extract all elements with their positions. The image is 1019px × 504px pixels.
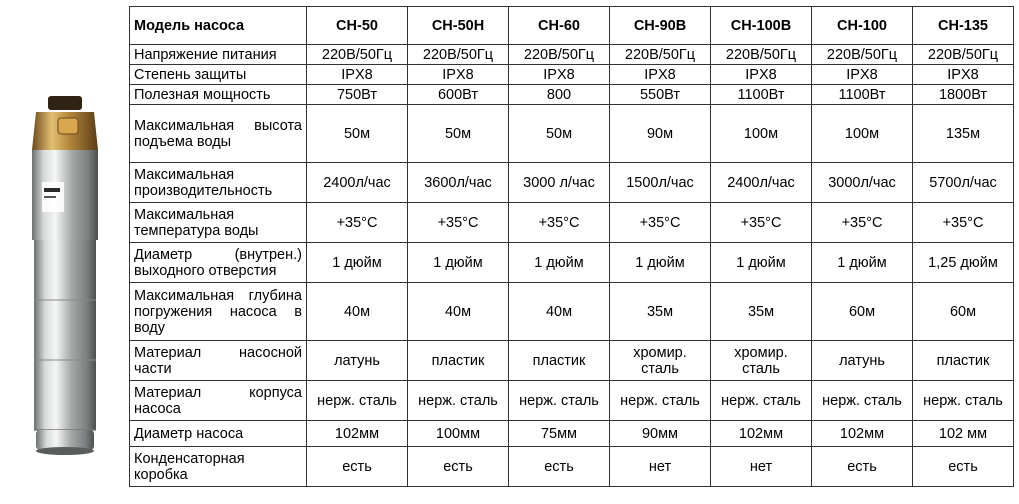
table-cell: 50м (408, 105, 509, 163)
row-label: Степень защиты (130, 65, 307, 85)
table-cell: +35°С (711, 203, 812, 243)
table-cell: 1800Вт (913, 85, 1014, 105)
table-cell: 3000 л/час (509, 163, 610, 203)
table-cell: 1 дюйм (408, 243, 509, 283)
table-cell: 1 дюйм (711, 243, 812, 283)
table-cell: 750Вт (307, 85, 408, 105)
table-cell: латунь (812, 341, 913, 381)
table-cell: 2400л/час (307, 163, 408, 203)
table-cell: 40м (509, 283, 610, 341)
table-cell: 50м (307, 105, 408, 163)
table-cell: 220В/50Гц (812, 45, 913, 65)
table-cell: 1500л/час (610, 163, 711, 203)
table-cell: 3000л/час (812, 163, 913, 203)
table-cell: +35°С (610, 203, 711, 243)
table-cell: нерж. сталь (509, 381, 610, 421)
table-cell: 75мм (509, 421, 610, 447)
table-cell: 220В/50Гц (408, 45, 509, 65)
table-cell: 1100Вт (711, 85, 812, 105)
column-header: CH-90B (610, 7, 711, 45)
row-label: Полезная мощность (130, 85, 307, 105)
table-cell: +35°С (509, 203, 610, 243)
row-label: Максимальная производительность (130, 163, 307, 203)
table-cell: 3600л/час (408, 163, 509, 203)
table-cell: пластик (913, 341, 1014, 381)
table-cell: пластик (509, 341, 610, 381)
table-header-row (130, 7, 1014, 45)
table-cell: 5700л/час (913, 163, 1014, 203)
table-cell: 1 дюйм (610, 243, 711, 283)
table-row (130, 243, 1014, 283)
table-cell: хромир. сталь (610, 341, 711, 381)
table-cell: 1100Вт (812, 85, 913, 105)
table-cell: 102мм (307, 421, 408, 447)
table-cell: 220В/50Гц (913, 45, 1014, 65)
table-cell: есть (307, 447, 408, 487)
table-row (130, 283, 1014, 341)
table-row (130, 105, 1014, 163)
row-label: Напряжение питания (130, 45, 307, 65)
table-cell: 600Вт (408, 85, 509, 105)
table-cell: 1,25 дюйм (913, 243, 1014, 283)
pump-icon (8, 0, 128, 504)
table-cell: латунь (307, 341, 408, 381)
table-cell: хромир. сталь (711, 341, 812, 381)
table-cell: 40м (408, 283, 509, 341)
table-cell: 1 дюйм (307, 243, 408, 283)
row-label: Максимальная высота подъема воды (130, 105, 307, 163)
table-row (130, 203, 1014, 243)
table-row (130, 381, 1014, 421)
table-cell: 1 дюйм (812, 243, 913, 283)
table-cell: 1 дюйм (509, 243, 610, 283)
table-cell: нерж. сталь (408, 381, 509, 421)
row-label: Диаметр (внутрен.) выходного отверстия (130, 243, 307, 283)
table-cell: 220В/50Гц (711, 45, 812, 65)
table-row (130, 421, 1014, 447)
column-header: Модель насоса (130, 7, 307, 45)
table-cell: 60м (913, 283, 1014, 341)
column-header: CH-50 (307, 7, 408, 45)
table-cell: нерж. сталь (711, 381, 812, 421)
table-cell: 102 мм (913, 421, 1014, 447)
table-cell: нерж. сталь (610, 381, 711, 421)
table-cell: IPX8 (711, 65, 812, 85)
table-cell: 90мм (610, 421, 711, 447)
table-row (130, 45, 1014, 65)
table-cell: 2400л/час (711, 163, 812, 203)
table-cell: 220В/50Гц (610, 45, 711, 65)
table-row (130, 447, 1014, 487)
row-label: Конденсаторная коробка (130, 447, 307, 487)
table-cell: 100м (711, 105, 812, 163)
table-cell: 102мм (711, 421, 812, 447)
table-cell: +35°С (913, 203, 1014, 243)
row-label: Материал корпуса насоса (130, 381, 307, 421)
table-cell: +35°С (408, 203, 509, 243)
table-cell: IPX8 (913, 65, 1014, 85)
table-cell: 102мм (812, 421, 913, 447)
table-cell: IPX8 (408, 65, 509, 85)
table-cell: нет (711, 447, 812, 487)
row-label: Максимальная температура воды (130, 203, 307, 243)
row-label: Диаметр насоса (130, 421, 307, 447)
row-label: Материал насосной части (130, 341, 307, 381)
table-cell: есть (408, 447, 509, 487)
table-cell: пластик (408, 341, 509, 381)
table-cell: 220В/50Гц (509, 45, 610, 65)
table-cell: IPX8 (509, 65, 610, 85)
table-cell: 135м (913, 105, 1014, 163)
column-header: CH-60 (509, 7, 610, 45)
table-cell: 35м (711, 283, 812, 341)
table-row (130, 65, 1014, 85)
table-row (130, 341, 1014, 381)
table-cell: есть (509, 447, 610, 487)
table-cell: 800 (509, 85, 610, 105)
table-cell: есть (913, 447, 1014, 487)
table-cell: 90м (610, 105, 711, 163)
column-header: CH-50H (408, 7, 509, 45)
table-cell: нерж. сталь (913, 381, 1014, 421)
specification-table (129, 6, 1014, 487)
table-cell: 220В/50Гц (307, 45, 408, 65)
table-cell: 550Вт (610, 85, 711, 105)
column-header: CH-100 (812, 7, 913, 45)
table-cell: IPX8 (307, 65, 408, 85)
table-cell: 100м (812, 105, 913, 163)
table-cell: +35°С (812, 203, 913, 243)
table-cell: 35м (610, 283, 711, 341)
table-cell: 60м (812, 283, 913, 341)
table-cell: +35°С (307, 203, 408, 243)
table-row (130, 85, 1014, 105)
table-row (130, 163, 1014, 203)
table-cell: есть (812, 447, 913, 487)
table-cell: 40м (307, 283, 408, 341)
column-header: CH-135 (913, 7, 1014, 45)
table-cell: нерж. сталь (812, 381, 913, 421)
table-cell: IPX8 (812, 65, 913, 85)
table-cell: 50м (509, 105, 610, 163)
table-cell: 100мм (408, 421, 509, 447)
table-cell: нерж. сталь (307, 381, 408, 421)
table-cell: нет (610, 447, 711, 487)
table-cell: IPX8 (610, 65, 711, 85)
row-label: Максимальная глубина погружения насоса в воду (130, 283, 307, 341)
column-header: CH-100B (711, 7, 812, 45)
